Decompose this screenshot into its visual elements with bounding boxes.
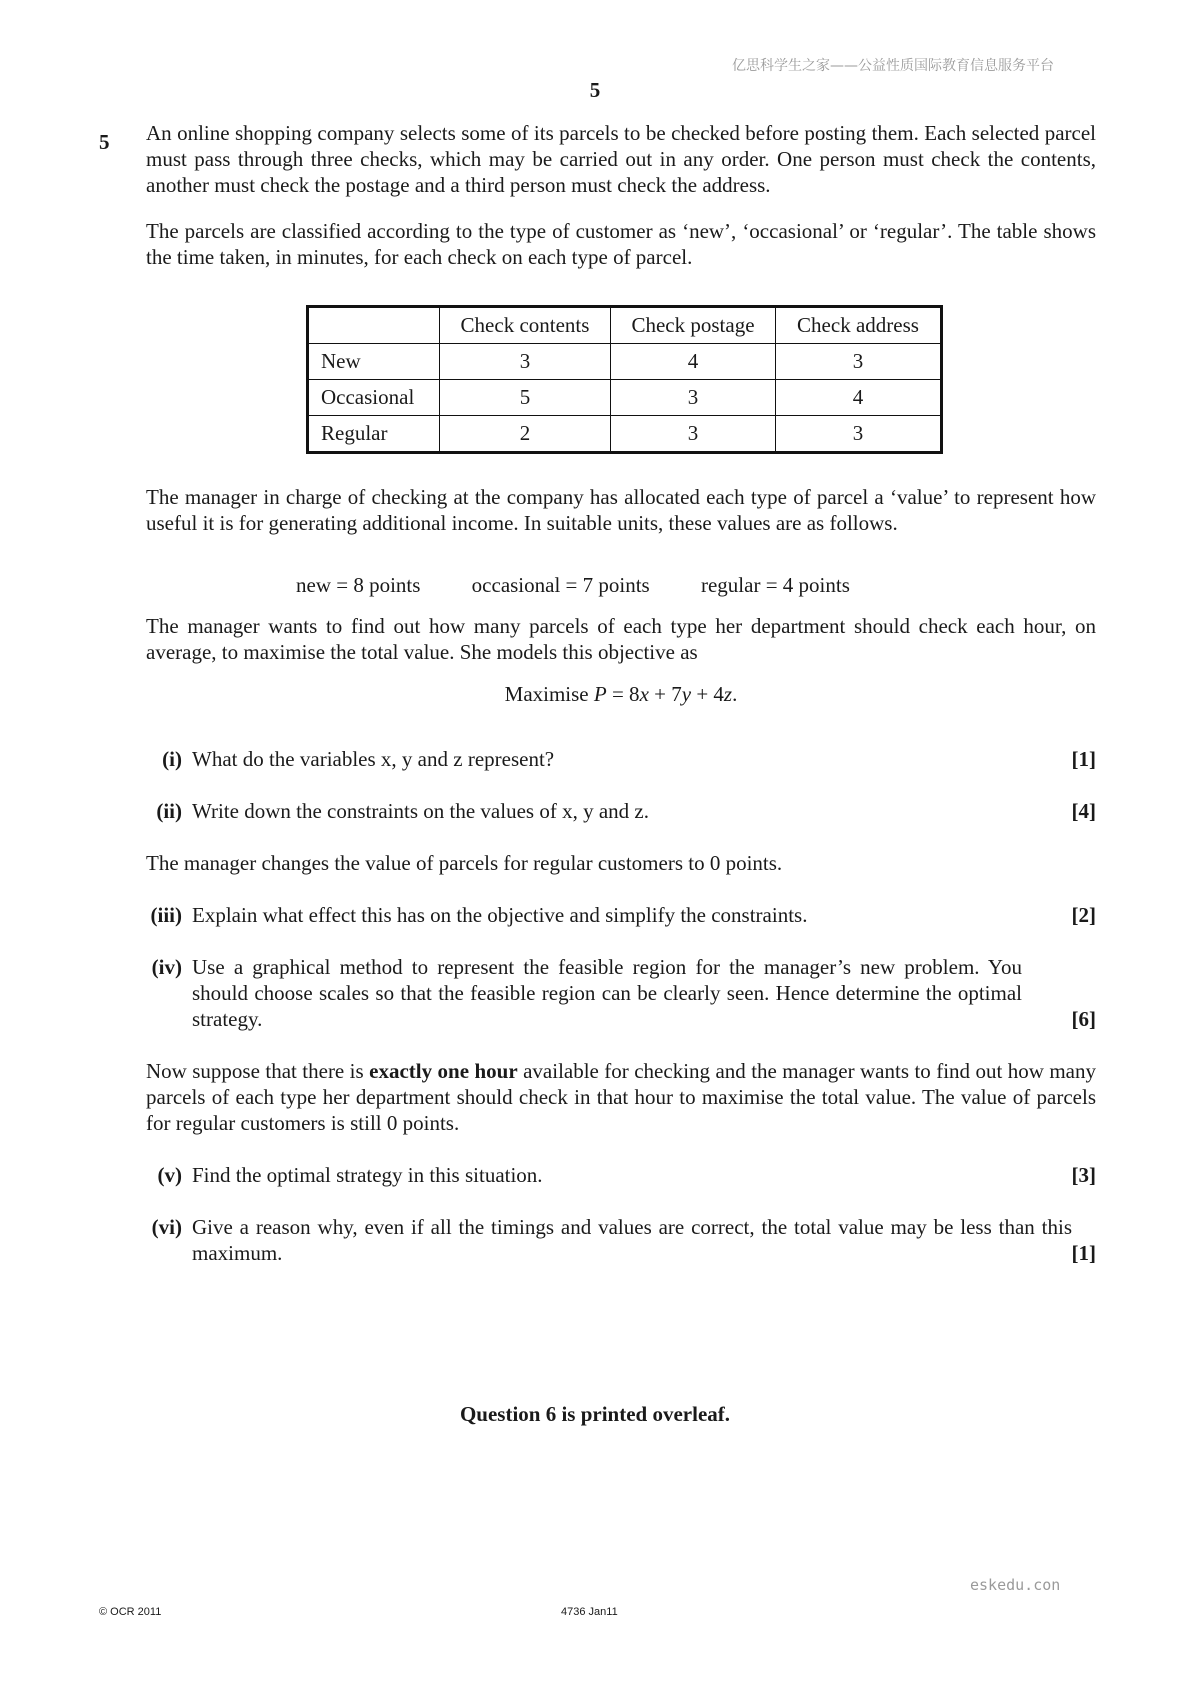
table-cell: 3 bbox=[440, 344, 611, 380]
objective-equation: Maximise P = 8x + 7y + 4z. bbox=[504, 682, 738, 706]
question-number: 5 bbox=[99, 130, 110, 154]
column-header: Check address bbox=[776, 307, 942, 344]
values-line bbox=[296, 573, 850, 598]
table-corner-cell bbox=[308, 307, 440, 344]
classification-text: The parcels are classified according to the type of customer as ‘new’, ‘occasional’ or ‘regular’. The table shows the time taken, in minutes, for each check on each type of parcel. bbox=[146, 219, 1096, 269]
part-marks: [3] bbox=[1071, 1163, 1096, 1187]
table-cell: 4 bbox=[776, 380, 942, 416]
table-cell: 3 bbox=[776, 416, 942, 453]
part-label: (ii) bbox=[156, 799, 182, 823]
objective-text: The manager wants to find out how many parcels of each type her department should check each hour, on average, to maximise the total value. She models this objective as bbox=[146, 614, 1096, 664]
footer-watermark: eskedu.con bbox=[970, 1576, 1061, 1594]
column-header: Check postage bbox=[611, 307, 776, 344]
table-cell: 3 bbox=[611, 380, 776, 416]
part-text: Find the optimal strategy in this situation. bbox=[192, 1163, 543, 1187]
row-header: Occasional bbox=[308, 380, 440, 416]
part-label: (iii) bbox=[150, 903, 182, 927]
part-label: (v) bbox=[157, 1163, 182, 1187]
row-header: New bbox=[308, 344, 440, 380]
overleaf-note: Question 6 is printed overleaf. bbox=[459, 1402, 731, 1426]
part-marks: [6] bbox=[1071, 1007, 1096, 1031]
value-occasional: occasional = 7 points bbox=[471, 573, 650, 597]
part-text: What do the variables x, y and z represent? bbox=[192, 747, 555, 771]
part-v bbox=[146, 1162, 1096, 1188]
part-marks: [2] bbox=[1071, 903, 1096, 927]
part-marks: [1] bbox=[1071, 747, 1096, 771]
page-number: 5 bbox=[589, 78, 601, 102]
part-ii bbox=[146, 798, 1096, 824]
part-marks: [1] bbox=[1071, 1241, 1096, 1265]
value-regular: regular = 4 points bbox=[700, 573, 850, 597]
part-label: (iv) bbox=[151, 955, 182, 979]
question-intro: An online shopping company selects some of its parcels to be checked before posting them. Each selected parcel must pass through three checks, which may be carried out in any order. One person must check the contents, another must check the postage and a third person must check the address. bbox=[146, 121, 1096, 197]
part-marks: [4] bbox=[1071, 799, 1096, 823]
table-cell: 2 bbox=[440, 416, 611, 453]
part-iii bbox=[146, 902, 1096, 928]
header-watermark: 亿思科学生之家——公益性质国际教育信息服务平台 bbox=[732, 58, 1054, 74]
one-hour-text: Now suppose that there is exactly one hour available for checking and the manager wants to find out how many parcels of each type her department should check in that hour to maximise the total value. The value of parcels for regular customers is still 0 points. bbox=[146, 1059, 1096, 1135]
row-header: Regular bbox=[308, 416, 440, 453]
part-text: Give a reason why, even if all the timings and values are correct, the total value may be less than this maximum. bbox=[192, 1215, 1072, 1265]
check-times-table bbox=[306, 305, 943, 454]
manager-values-text: The manager in charge of checking at the company has allocated each type of parcel a ‘value’ to represent how useful it is for generating additional income. In suitable units, these values are as follows. bbox=[146, 485, 1096, 535]
table-header-row bbox=[308, 307, 942, 344]
part-text: Use a graphical method to represent the feasible region for the manager’s new problem. You should choose scales so that the feasible region can be clearly seen. Hence determine the optimal strategy. bbox=[192, 955, 1022, 1031]
table-row bbox=[308, 380, 942, 416]
footer-copyright: © OCR 2011 bbox=[99, 1606, 162, 1618]
table-cell: 3 bbox=[776, 344, 942, 380]
part-vi bbox=[146, 1214, 1096, 1266]
change-text: The manager changes the value of parcels for regular customers to 0 points. bbox=[146, 851, 783, 875]
table-cell: 5 bbox=[440, 380, 611, 416]
footer-code: 4736 Jan11 bbox=[561, 1606, 618, 1618]
value-new: new = 8 points bbox=[296, 573, 421, 597]
table-cell: 4 bbox=[611, 344, 776, 380]
part-label: (vi) bbox=[151, 1215, 182, 1239]
part-text: Write down the constraints on the values of x, y and z. bbox=[192, 799, 649, 823]
table-cell: 3 bbox=[611, 416, 776, 453]
part-text: Explain what effect this has on the objective and simplify the constraints. bbox=[192, 903, 808, 927]
table-row bbox=[308, 416, 942, 453]
table-row bbox=[308, 344, 942, 380]
part-label: (i) bbox=[162, 747, 182, 771]
part-iv bbox=[146, 954, 1096, 1032]
part-i bbox=[146, 746, 1096, 772]
column-header: Check contents bbox=[440, 307, 611, 344]
